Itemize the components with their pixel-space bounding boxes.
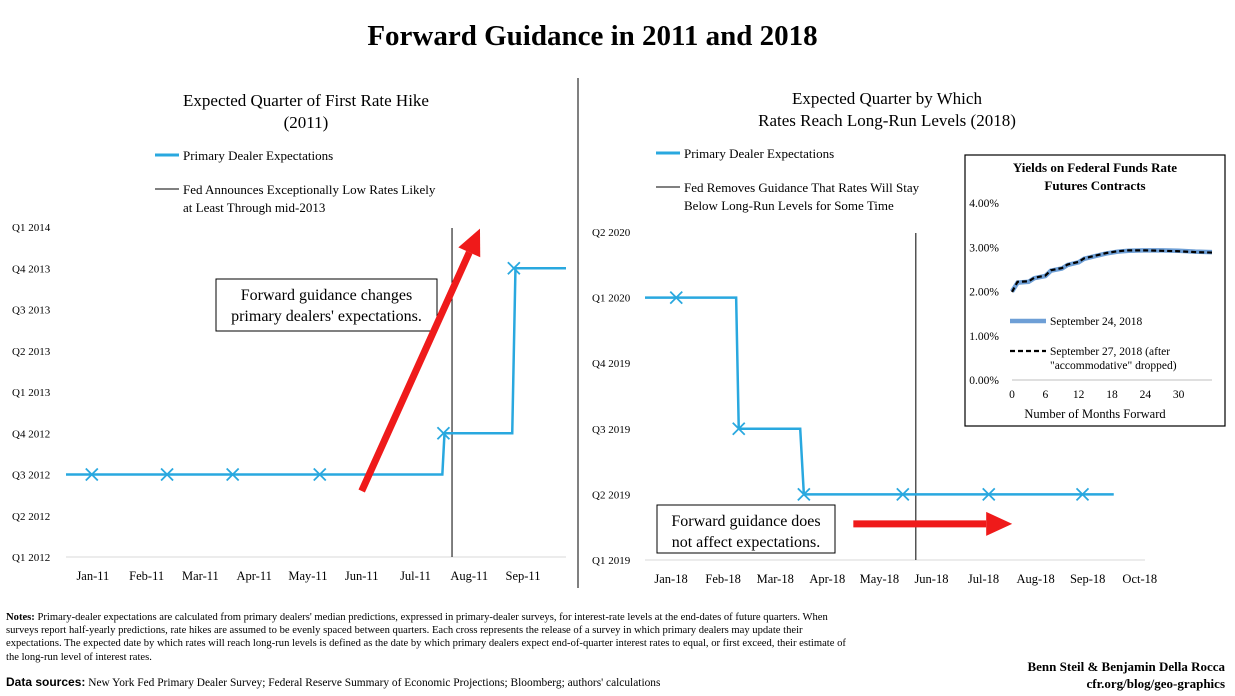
left-x-tick-label: Aug-11 bbox=[450, 569, 489, 583]
inset-x-tick-label: 12 bbox=[1072, 389, 1085, 401]
left-y-tick-label: Q1 2013 bbox=[12, 387, 51, 399]
left-chart-title: (2011) bbox=[283, 113, 329, 132]
right-y-tick-label: Q1 2019 bbox=[592, 555, 631, 567]
right-y-tick-label: Q2 2020 bbox=[592, 227, 631, 239]
right-y-tick-label: Q3 2019 bbox=[592, 423, 631, 436]
right-x-tick-label: Feb-18 bbox=[705, 572, 741, 586]
left-x-tick-label: Jul-11 bbox=[400, 569, 431, 583]
credit-url[interactable]: cfr.org/blog/geo-graphics bbox=[1086, 676, 1225, 691]
inset-x-tick-label: 24 bbox=[1139, 389, 1152, 401]
arrow-head bbox=[986, 512, 1012, 536]
right-legend-event-label: Below Long-Run Levels for Some Time bbox=[684, 198, 894, 213]
inset-y-tick-label: 3.00% bbox=[969, 242, 999, 255]
left-annotation-text: Forward guidance changes bbox=[240, 287, 413, 304]
sources-text: New York Fed Primary Dealer Survey; Federal Reserve Summary of Economic Projections; Bloomberg; authors' calculations bbox=[85, 677, 661, 689]
right-x-tick-label: Jul-18 bbox=[967, 572, 1000, 586]
left-y-tick-label: Q3 2013 bbox=[12, 304, 51, 317]
right-annotation-text: not affect expectations. bbox=[671, 534, 821, 551]
inset-y-tick-label: 1.00% bbox=[969, 330, 999, 343]
left-legend-series-label: Primary Dealer Expectations bbox=[183, 148, 334, 163]
left-x-tick-label: May-11 bbox=[288, 569, 328, 583]
right-x-tick-label: Sep-18 bbox=[1069, 572, 1106, 586]
left-y-tick-label: Q4 2013 bbox=[12, 263, 51, 276]
left-annotation-text: primary dealers' expectations. bbox=[231, 308, 422, 325]
notes-lead: Notes: bbox=[6, 612, 35, 623]
right-legend-series-label: Primary Dealer Expectations bbox=[684, 146, 835, 161]
inset-x-tick-label: 18 bbox=[1106, 389, 1118, 401]
right-chart-title: Rates Reach Long-Run Levels (2018) bbox=[758, 111, 1016, 130]
left-x-tick-label: Feb-11 bbox=[129, 569, 165, 583]
left-y-tick-label: Q3 2012 bbox=[12, 469, 51, 482]
right-y-tick-label: Q1 2020 bbox=[592, 292, 631, 305]
inset-y-tick-label: 2.00% bbox=[969, 286, 999, 299]
left-x-tick-label: Mar-11 bbox=[182, 569, 219, 583]
inset-x-axis-label: Number of Months Forward bbox=[1024, 407, 1166, 421]
left-legend-event-label: at Least Through mid-2013 bbox=[183, 200, 326, 215]
right-trend-arrow bbox=[853, 512, 1012, 536]
right-annotation-text: Forward guidance does bbox=[671, 513, 821, 530]
inset-x-tick-label: 30 bbox=[1172, 389, 1185, 401]
left-trend-arrow bbox=[362, 229, 481, 491]
left-x-tick-label: Jan-11 bbox=[76, 569, 110, 583]
right-x-tick-label: Jan-18 bbox=[654, 572, 688, 586]
inset-legend-dashed-label: "accommodative" dropped) bbox=[1050, 360, 1177, 372]
page-title: Forward Guidance in 2011 and 2018 bbox=[367, 20, 818, 52]
right-x-tick-label: Apr-18 bbox=[809, 572, 846, 586]
credit-authors: Benn Steil & Benjamin Della Rocca bbox=[1027, 659, 1225, 674]
notes-text: Primary-dealer expectations are calculated from primary dealers' median predictions, expressed in primary-dealer surveys, for interest-rate levels at the end-dates of future quarters. When surveys report half-yearly predictions, rate hikes are assumed to be evenly spaced between quarters. Each cross represents the release of a survey in which primary dealers may update their expectations. The expected date by which rates will reach long-run levels is defined as the date by which primary dealers expect end-of-quarter interest rates to equal, or first exceed, their estimate of the long-run level of interest rates. bbox=[6, 612, 846, 663]
inset-legend-solid-label: September 24, 2018 bbox=[1050, 316, 1143, 328]
inset-title: Futures Contracts bbox=[1044, 178, 1146, 193]
right-x-tick-label: May-18 bbox=[859, 572, 900, 586]
right-y-tick-label: Q2 2019 bbox=[592, 489, 631, 502]
inset-y-tick-label: 0.00% bbox=[969, 375, 999, 387]
right-x-tick-label: Oct-18 bbox=[1122, 572, 1158, 586]
inset-legend-dashed-label: September 27, 2018 (after bbox=[1050, 346, 1171, 358]
inset-frame bbox=[965, 155, 1225, 426]
right-x-tick-label: Jun-18 bbox=[914, 572, 949, 586]
inset-x-tick-label: 0 bbox=[1009, 389, 1015, 401]
credit bbox=[1027, 658, 1225, 692]
left-y-tick-label: Q2 2013 bbox=[12, 345, 51, 358]
left-y-tick-label: Q1 2012 bbox=[12, 552, 51, 564]
right-legend-event-label: Fed Removes Guidance That Rates Will Stay bbox=[684, 180, 920, 195]
right-x-tick-label: Mar-18 bbox=[756, 572, 794, 586]
sources-lead: Data sources: bbox=[6, 675, 86, 689]
left-y-tick-label: Q1 2014 bbox=[12, 222, 51, 234]
left-x-tick-label: Jun-11 bbox=[344, 569, 379, 583]
left-y-tick-label: Q2 2012 bbox=[12, 510, 51, 523]
right-x-tick-label: Aug-18 bbox=[1016, 572, 1055, 586]
right-y-tick-label: Q4 2019 bbox=[592, 358, 631, 371]
right-chart-title: Expected Quarter by Which bbox=[792, 89, 982, 108]
inset-x-tick-label: 6 bbox=[1042, 389, 1049, 401]
left-x-tick-label: Apr-11 bbox=[236, 569, 272, 583]
left-legend-event-label: Fed Announces Exceptionally Low Rates Likely bbox=[183, 182, 436, 197]
left-x-tick-label: Sep-11 bbox=[505, 569, 541, 583]
inset-y-tick-label: 4.00% bbox=[969, 198, 999, 210]
left-chart-title: Expected Quarter of First Rate Hike bbox=[183, 91, 429, 110]
data-sources bbox=[6, 675, 660, 689]
inset-title: Yields on Federal Funds Rate bbox=[1012, 160, 1178, 175]
notes bbox=[6, 611, 856, 664]
left-y-tick-label: Q4 2012 bbox=[12, 428, 51, 441]
